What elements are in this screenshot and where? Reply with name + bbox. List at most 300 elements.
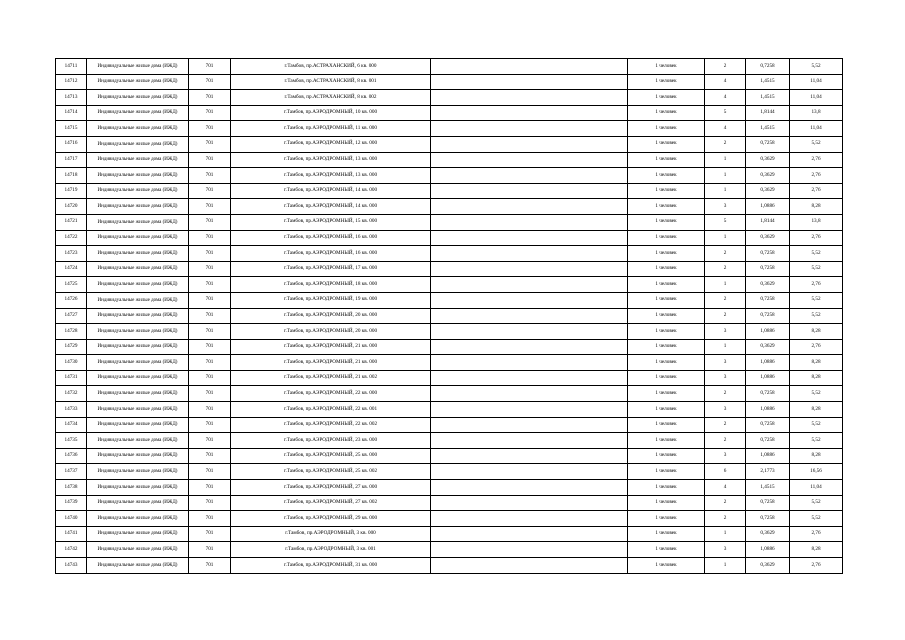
volume-cell: 8,28 [790,370,843,386]
persons-count-cell: 2 [705,261,746,277]
coefficient-cell: 0,7258 [746,59,790,75]
service-code-cell: 701 [189,402,231,418]
coefficient-cell: 0,3629 [746,230,790,246]
address-cell: г.Тамбов, пр.АСТРАХАНСКИЙ, 8 кв. 001 [231,74,431,90]
housing-type-cell: Индивидуальные жилые дома (ИЖД) [87,59,189,75]
housing-type-cell: Индивидуальные жилые дома (ИЖД) [87,292,189,308]
service-code-cell: 701 [189,277,231,293]
table-row [56,558,843,574]
address-cell: г.Тамбов, пр.АЭРОДРОМНЫЙ, 15 кв. 000 [231,214,431,230]
empty-cell [431,261,628,277]
coefficient-cell: 2,1773 [746,464,790,480]
volume-cell: 13,8 [790,214,843,230]
service-code-cell: 701 [189,339,231,355]
service-code-cell: 701 [189,136,231,152]
unit-cell: 1 человек [628,558,705,574]
table-row [56,277,843,293]
empty-cell [431,136,628,152]
persons-count-cell: 1 [705,152,746,168]
empty-cell [431,355,628,371]
persons-count-cell: 2 [705,417,746,433]
coefficient-cell: 0,3629 [746,277,790,293]
service-code-cell: 701 [189,90,231,106]
volume-cell: 8,28 [790,355,843,371]
empty-cell [431,59,628,75]
volume-cell: 5,52 [790,292,843,308]
empty-cell [431,386,628,402]
record-id-cell: 14713 [56,90,87,106]
coefficient-cell: 0,7258 [746,417,790,433]
service-code-cell: 701 [189,214,231,230]
table-row [56,308,843,324]
record-id-cell: 14735 [56,433,87,449]
service-code-cell: 701 [189,480,231,496]
volume-cell: 2,76 [790,183,843,199]
record-id-cell: 14711 [56,59,87,75]
empty-cell [431,511,628,527]
coefficient-cell: 0,7258 [746,292,790,308]
persons-count-cell: 4 [705,74,746,90]
table-row [56,386,843,402]
volume-cell: 11,04 [790,121,843,137]
housing-type-cell: Индивидуальные жилые дома (ИЖД) [87,199,189,215]
empty-cell [431,526,628,542]
record-id-cell: 14734 [56,417,87,433]
address-cell: г.Тамбов, пр.АЭРОДРОМНЫЙ, 18 кв. 000 [231,277,431,293]
address-cell: г.Тамбов, пр.АЭРОДРОМНЫЙ, 21 кв. 002 [231,370,431,386]
service-code-cell: 701 [189,59,231,75]
coefficient-cell: 1,0886 [746,199,790,215]
empty-cell [431,214,628,230]
table-row [56,417,843,433]
address-cell: г.Тамбов, пр.АЭРОДРОМНЫЙ, 13 кв. 000 [231,152,431,168]
persons-count-cell: 1 [705,339,746,355]
address-cell: г.Тамбов, пр.АЭРОДРОМНЫЙ, 16 кв. 000 [231,246,431,262]
address-cell: г.Тамбов, пр.АЭРОДРОМНЫЙ, 16 кв. 000 [231,230,431,246]
table-row [56,511,843,527]
unit-cell: 1 человек [628,74,705,90]
service-code-cell: 701 [189,74,231,90]
volume-cell: 16,56 [790,464,843,480]
unit-cell: 1 человек [628,230,705,246]
empty-cell [431,433,628,449]
empty-cell [431,448,628,464]
coefficient-cell: 0,7258 [746,511,790,527]
service-code-cell: 701 [189,511,231,527]
table-row [56,152,843,168]
unit-cell: 1 человек [628,448,705,464]
record-id-cell: 14715 [56,121,87,137]
address-cell: г.Тамбов, пр.АЭРОДРОМНЫЙ, 22 кв. 002 [231,417,431,433]
address-cell: г.Тамбов, пр.АЭРОДРОМНЫЙ, 14 кв. 000 [231,183,431,199]
coefficient-cell: 0,3629 [746,168,790,184]
housing-type-cell: Индивидуальные жилые дома (ИЖД) [87,168,189,184]
unit-cell: 1 человек [628,121,705,137]
volume-cell: 8,28 [790,324,843,340]
volume-cell: 8,28 [790,199,843,215]
record-id-cell: 14731 [56,370,87,386]
empty-cell [431,292,628,308]
record-id-cell: 14723 [56,246,87,262]
table-row [56,402,843,418]
record-id-cell: 14716 [56,136,87,152]
persons-count-cell: 2 [705,246,746,262]
volume-cell: 5,52 [790,433,843,449]
address-cell: г.Тамбов, пр.АЭРОДРОМНЫЙ, 27 кв. 002 [231,495,431,511]
address-cell: г.Тамбов, пр.АЭРОДРОМНЫЙ, 29 кв. 000 [231,511,431,527]
table-row [56,292,843,308]
persons-count-cell: 6 [705,464,746,480]
table-body [56,59,843,574]
persons-count-cell: 2 [705,292,746,308]
table-row [56,121,843,137]
address-cell: г.Тамбов, пр.АЭРОДРОМНЫЙ, 11 кв. 000 [231,121,431,137]
empty-cell [431,105,628,121]
persons-count-cell: 3 [705,199,746,215]
unit-cell: 1 человек [628,246,705,262]
housing-type-cell: Индивидуальные жилые дома (ИЖД) [87,183,189,199]
unit-cell: 1 человек [628,292,705,308]
record-id-cell: 14741 [56,526,87,542]
service-code-cell: 701 [189,526,231,542]
table-row [56,495,843,511]
empty-cell [431,183,628,199]
coefficient-cell: 0,3629 [746,183,790,199]
volume-cell: 5,52 [790,136,843,152]
record-id-cell: 14712 [56,74,87,90]
table-row [56,261,843,277]
housing-type-cell: Индивидуальные жилые дома (ИЖД) [87,464,189,480]
persons-count-cell: 3 [705,370,746,386]
coefficient-cell: 0,3629 [746,526,790,542]
service-code-cell: 701 [189,121,231,137]
address-cell: г.Тамбов, пр.АЭРОДРОМНЫЙ, 21 кв. 000 [231,339,431,355]
record-id-cell: 14740 [56,511,87,527]
housing-type-cell: Индивидуальные жилые дома (ИЖД) [87,308,189,324]
service-code-cell: 701 [189,542,231,558]
unit-cell: 1 человек [628,59,705,75]
persons-count-cell: 4 [705,480,746,496]
coefficient-cell: 0,7258 [746,495,790,511]
service-code-cell: 701 [189,448,231,464]
address-cell: г.Тамбов, пр.АЭРОДРОМНЫЙ, 19 кв. 000 [231,292,431,308]
address-cell: г.Тамбов, пр.АЭРОДРОМНЫЙ, 12 кв. 000 [231,136,431,152]
housing-type-cell: Индивидуальные жилые дома (ИЖД) [87,355,189,371]
address-cell: г.Тамбов, пр.АЭРОДРОМНЫЙ, 22 кв. 001 [231,402,431,418]
housing-type-cell: Индивидуальные жилые дома (ИЖД) [87,542,189,558]
unit-cell: 1 человек [628,214,705,230]
empty-cell [431,464,628,480]
coefficient-cell: 0,7258 [746,246,790,262]
record-id-cell: 14736 [56,448,87,464]
unit-cell: 1 человек [628,386,705,402]
table-row [56,339,843,355]
record-id-cell: 14714 [56,105,87,121]
housing-type-cell: Индивидуальные жилые дома (ИЖД) [87,495,189,511]
table-row [56,74,843,90]
table-row [56,199,843,215]
persons-count-cell: 3 [705,402,746,418]
table-row [56,370,843,386]
housing-type-cell: Индивидуальные жилые дома (ИЖД) [87,386,189,402]
record-id-cell: 14737 [56,464,87,480]
persons-count-cell: 3 [705,448,746,464]
address-cell: г.Тамбов, пр.АЭРОДРОМНЫЙ, 14 кв. 000 [231,199,431,215]
unit-cell: 1 человек [628,168,705,184]
coefficient-cell: 1,0886 [746,370,790,386]
record-id-cell: 14724 [56,261,87,277]
volume-cell: 5,52 [790,308,843,324]
record-id-cell: 14732 [56,386,87,402]
address-cell: г.Тамбов, пр.АЭРОДРОМНЫЙ, 23 кв. 000 [231,433,431,449]
unit-cell: 1 человек [628,183,705,199]
housing-type-cell: Индивидуальные жилые дома (ИЖД) [87,90,189,106]
coefficient-cell: 1,0886 [746,448,790,464]
persons-count-cell: 2 [705,433,746,449]
table-row [56,136,843,152]
unit-cell: 1 человек [628,480,705,496]
volume-cell: 5,52 [790,417,843,433]
volume-cell: 2,76 [790,230,843,246]
table-row [56,542,843,558]
empty-cell [431,230,628,246]
unit-cell: 1 человек [628,136,705,152]
empty-cell [431,370,628,386]
address-cell: г.Тамбов, пр.АЭРОДРОМНЫЙ, 22 кв. 000 [231,386,431,402]
table-row [56,90,843,106]
unit-cell: 1 человек [628,511,705,527]
empty-cell [431,417,628,433]
volume-cell: 2,76 [790,526,843,542]
volume-cell: 2,76 [790,339,843,355]
persons-count-cell: 2 [705,495,746,511]
unit-cell: 1 человек [628,417,705,433]
unit-cell: 1 человек [628,277,705,293]
record-id-cell: 14729 [56,339,87,355]
empty-cell [431,558,628,574]
address-cell: г.Тамбов, пр.АЭРОДРОМНЫЙ, 13 кв. 000 [231,168,431,184]
housing-type-cell: Индивидуальные жилые дома (ИЖД) [87,558,189,574]
service-code-cell: 701 [189,168,231,184]
coefficient-cell: 1,0886 [746,324,790,340]
unit-cell: 1 человек [628,526,705,542]
record-id-cell: 14743 [56,558,87,574]
housing-type-cell: Индивидуальные жилые дома (ИЖД) [87,417,189,433]
persons-count-cell: 4 [705,90,746,106]
housing-type-cell: Индивидуальные жилые дома (ИЖД) [87,136,189,152]
persons-count-cell: 2 [705,308,746,324]
persons-count-cell: 2 [705,511,746,527]
address-cell: г.Тамбов, пр.АЭРОДРОМНЫЙ, 31 кв. 000 [231,558,431,574]
unit-cell: 1 человек [628,370,705,386]
unit-cell: 1 человек [628,105,705,121]
table-row [56,355,843,371]
record-id-cell: 14739 [56,495,87,511]
address-cell: г.Тамбов, пр.АЭРОДРОМНЫЙ, 10 кв. 000 [231,105,431,121]
empty-cell [431,324,628,340]
unit-cell: 1 человек [628,464,705,480]
persons-count-cell: 3 [705,355,746,371]
coefficient-cell: 1,0886 [746,402,790,418]
coefficient-cell: 0,3629 [746,339,790,355]
unit-cell: 1 человек [628,324,705,340]
empty-cell [431,277,628,293]
record-id-cell: 14722 [56,230,87,246]
housing-type-cell: Индивидуальные жилые дома (ИЖД) [87,74,189,90]
table-row [56,230,843,246]
persons-count-cell: 3 [705,324,746,340]
service-code-cell: 701 [189,370,231,386]
housing-type-cell: Индивидуальные жилые дома (ИЖД) [87,370,189,386]
table-row [56,526,843,542]
service-code-cell: 701 [189,292,231,308]
table-row [56,480,843,496]
empty-cell [431,339,628,355]
service-code-cell: 701 [189,495,231,511]
record-id-cell: 14733 [56,402,87,418]
record-id-cell: 14730 [56,355,87,371]
housing-type-cell: Индивидуальные жилые дома (ИЖД) [87,402,189,418]
unit-cell: 1 человек [628,355,705,371]
volume-cell: 2,76 [790,168,843,184]
coefficient-cell: 1,4515 [746,121,790,137]
persons-count-cell: 1 [705,277,746,293]
volume-cell: 11,04 [790,90,843,106]
table-row [56,433,843,449]
unit-cell: 1 человек [628,542,705,558]
unit-cell: 1 человек [628,90,705,106]
record-id-cell: 14717 [56,152,87,168]
service-code-cell: 701 [189,261,231,277]
address-cell: г.Тамбов, пр.АЭРОДРОМНЫЙ, 17 кв. 000 [231,261,431,277]
coefficient-cell: 1,4515 [746,90,790,106]
service-code-cell: 701 [189,105,231,121]
volume-cell: 2,76 [790,277,843,293]
coefficient-cell: 0,7258 [746,308,790,324]
record-id-cell: 14727 [56,308,87,324]
unit-cell: 1 человек [628,495,705,511]
empty-cell [431,168,628,184]
persons-count-cell: 1 [705,183,746,199]
empty-cell [431,308,628,324]
empty-cell [431,542,628,558]
coefficient-cell: 0,7258 [746,386,790,402]
coefficient-cell: 0,7258 [746,136,790,152]
coefficient-cell: 0,3629 [746,152,790,168]
record-id-cell: 14728 [56,324,87,340]
persons-count-cell: 1 [705,558,746,574]
persons-count-cell: 1 [705,526,746,542]
address-cell: г.Тамбов, пр.АЭРОДРОМНЫЙ, 21 кв. 000 [231,355,431,371]
table-row [56,246,843,262]
coefficient-cell: 1,4515 [746,480,790,496]
volume-cell: 8,28 [790,448,843,464]
service-code-cell: 701 [189,199,231,215]
address-cell: г.Тамбов, пр.АЭРОДРОМНЫЙ, 25 кв. 000 [231,448,431,464]
coefficient-cell: 0,3629 [746,558,790,574]
volume-cell: 5,52 [790,59,843,75]
coefficient-cell: 1,4515 [746,74,790,90]
housing-type-cell: Индивидуальные жилые дома (ИЖД) [87,511,189,527]
record-id-cell: 14719 [56,183,87,199]
address-cell: г.Тамбов, пр.АСТРАХАНСКИЙ, 6 кв. 000 [231,59,431,75]
coefficient-cell: 1,0886 [746,542,790,558]
volume-cell: 2,76 [790,152,843,168]
unit-cell: 1 человек [628,339,705,355]
volume-cell: 11,04 [790,74,843,90]
housing-type-cell: Индивидуальные жилые дома (ИЖД) [87,121,189,137]
persons-count-cell: 5 [705,105,746,121]
table-row [56,105,843,121]
persons-count-cell: 2 [705,386,746,402]
service-code-cell: 701 [189,355,231,371]
record-id-cell: 14718 [56,168,87,184]
housing-type-cell: Индивидуальные жилые дома (ИЖД) [87,480,189,496]
housing-type-cell: Индивидуальные жилые дома (ИЖД) [87,526,189,542]
persons-count-cell: 4 [705,121,746,137]
housing-type-cell: Индивидуальные жилые дома (ИЖД) [87,230,189,246]
unit-cell: 1 человек [628,261,705,277]
address-cell: г.Тамбов, пр.АЭРОДРОМНЫЙ, 25 кв. 002 [231,464,431,480]
service-code-cell: 701 [189,308,231,324]
housing-type-cell: Индивидуальные жилые дома (ИЖД) [87,339,189,355]
service-code-cell: 701 [189,464,231,480]
coefficient-cell: 1,8144 [746,214,790,230]
unit-cell: 1 человек [628,199,705,215]
service-code-cell: 701 [189,386,231,402]
empty-cell [431,495,628,511]
service-code-cell: 701 [189,230,231,246]
service-code-cell: 701 [189,324,231,340]
volume-cell: 5,52 [790,511,843,527]
housing-type-cell: Индивидуальные жилые дома (ИЖД) [87,324,189,340]
housing-type-cell: Индивидуальные жилые дома (ИЖД) [87,277,189,293]
unit-cell: 1 человек [628,308,705,324]
housing-type-cell: Индивидуальные жилые дома (ИЖД) [87,152,189,168]
table-row [56,183,843,199]
empty-cell [431,480,628,496]
record-id-cell: 14726 [56,292,87,308]
records-table [55,58,843,574]
table-row [56,168,843,184]
unit-cell: 1 человек [628,402,705,418]
service-code-cell: 701 [189,433,231,449]
unit-cell: 1 человек [628,152,705,168]
coefficient-cell: 1,8144 [746,105,790,121]
volume-cell: 5,52 [790,495,843,511]
empty-cell [431,152,628,168]
address-cell: г.Тамбов, пр.АЭРОДРОМНЫЙ, 27 кв. 000 [231,480,431,496]
volume-cell: 11,04 [790,480,843,496]
record-id-cell: 14720 [56,199,87,215]
record-id-cell: 14738 [56,480,87,496]
empty-cell [431,74,628,90]
address-cell: г.Тамбов, пр.АЭРОДРОМНЫЙ, 3 кв. 001 [231,542,431,558]
address-cell: г.Тамбов, пр.АЭРОДРОМНЫЙ, 20 кв. 000 [231,324,431,340]
table-row [56,214,843,230]
service-code-cell: 701 [189,183,231,199]
record-id-cell: 14725 [56,277,87,293]
record-id-cell: 14721 [56,214,87,230]
unit-cell: 1 человек [628,433,705,449]
housing-type-cell: Индивидуальные жилые дома (ИЖД) [87,214,189,230]
housing-type-cell: Индивидуальные жилые дома (ИЖД) [87,105,189,121]
volume-cell: 2,76 [790,558,843,574]
empty-cell [431,402,628,418]
coefficient-cell: 1,0886 [746,355,790,371]
persons-count-cell: 2 [705,136,746,152]
persons-count-cell: 2 [705,59,746,75]
